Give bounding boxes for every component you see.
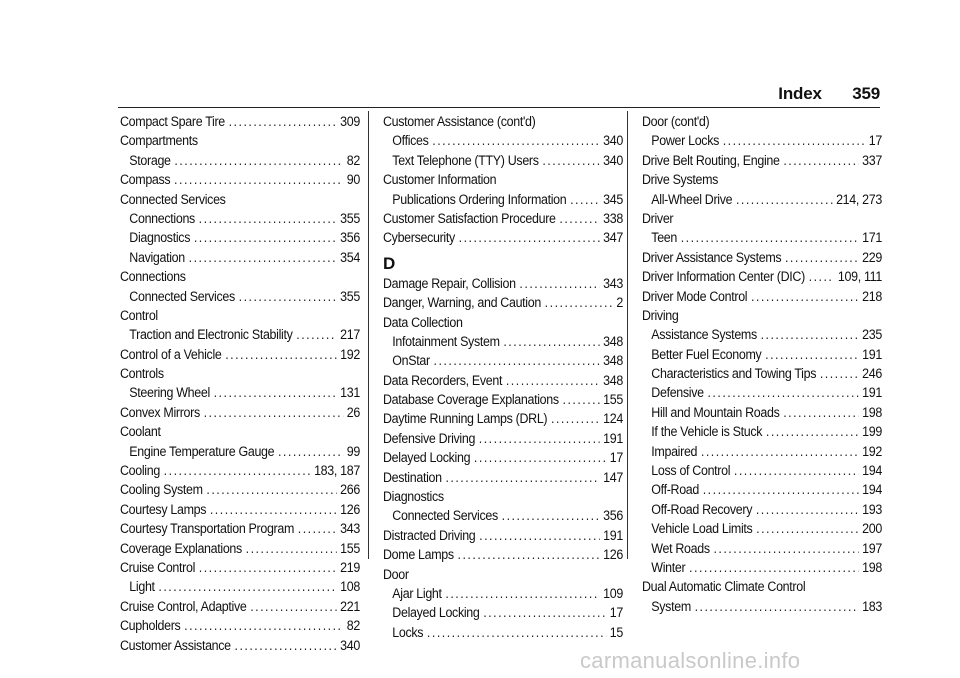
entry-label: Cooling: [120, 463, 160, 479]
entry-label: Storage: [129, 152, 171, 168]
index-subentry: [642, 228, 882, 247]
page-title: Index: [778, 84, 822, 103]
dot-leader: [158, 577, 336, 596]
entry-page-ref: 15: [609, 624, 623, 640]
index-subentry: [642, 539, 882, 558]
entry-label: Dual Automatic Climate Control: [642, 579, 806, 595]
entry-label: Impaired: [651, 443, 698, 459]
dot-leader: [445, 468, 599, 487]
entry-page-ref: 340: [603, 133, 623, 149]
entry-page-ref: 126: [340, 501, 360, 517]
column-divider: [368, 111, 369, 559]
entry-label: Offices: [392, 133, 429, 149]
dot-leader: [542, 151, 599, 170]
index-entry: [120, 480, 360, 499]
index-subentry: [120, 383, 360, 402]
dot-leader: [474, 448, 606, 467]
index-subentry: [383, 151, 623, 170]
entry-label: Light: [129, 579, 155, 595]
dot-leader: [751, 287, 858, 306]
entry-page-ref: 348: [603, 372, 623, 388]
dot-leader: [783, 151, 858, 170]
entry-page-ref: 82: [346, 152, 360, 168]
entry-page-ref: 355: [340, 210, 360, 226]
entry-label: Better Fuel Economy: [651, 346, 762, 362]
dot-leader: [278, 442, 343, 461]
dot-leader: [445, 584, 599, 603]
index-subentry: [383, 584, 623, 603]
dot-leader: [707, 383, 858, 402]
dot-leader: [785, 248, 858, 267]
index-subentry: [383, 131, 623, 150]
index-entry: [383, 390, 623, 409]
entry-page-ref: 183: [862, 598, 882, 614]
index-entry: [383, 209, 623, 228]
index-subentry: [120, 287, 360, 306]
entry-page-ref: 194: [862, 463, 882, 479]
entry-label: Drive Systems: [642, 172, 719, 188]
index-entry: [120, 190, 360, 209]
entry-label: Driving: [642, 307, 679, 323]
entry-page-ref: 354: [340, 249, 360, 265]
entry-label: Defensive: [651, 385, 704, 401]
entry-page-ref: 26: [346, 404, 360, 420]
entry-label: Vehicle Load Limits: [651, 521, 753, 537]
index-entry: [120, 364, 360, 383]
entry-label: Connected Services: [392, 508, 498, 524]
entry-label: Delayed Locking: [392, 605, 480, 621]
dot-leader: [766, 422, 859, 441]
entry-label: Ajar Light: [392, 585, 442, 601]
entry-page-ref: 109, 111: [837, 269, 882, 285]
header-rule: [118, 107, 880, 108]
entry-label: Data Recorders, Event: [383, 372, 503, 388]
entry-label: Infotainment System: [392, 333, 500, 349]
entry-label: Driver: [642, 210, 674, 226]
entry-page-ref: 266: [340, 482, 360, 498]
index-subentry: [383, 603, 623, 622]
entry-label: Diagnostics: [383, 489, 444, 505]
entry-label: System: [651, 598, 691, 614]
dot-leader: [506, 371, 600, 390]
entry-label: Teen: [651, 230, 678, 246]
entry-label: Destination: [383, 469, 442, 485]
entry-label: Engine Temperature Gauge: [129, 443, 275, 459]
entry-label: Customer Satisfaction Procedure: [383, 210, 556, 226]
entry-page-ref: 109: [603, 585, 623, 601]
index-entry: [120, 422, 360, 441]
entry-label: Driver Mode Control: [642, 288, 748, 304]
index-entry: [120, 616, 360, 635]
dot-leader: [689, 558, 858, 577]
index-subentry: [120, 442, 360, 461]
index-entry: [383, 409, 623, 428]
entry-page-ref: 198: [862, 404, 882, 420]
entry-label: Connected Services: [120, 191, 226, 207]
index-entry: [120, 345, 360, 364]
page-header: [778, 84, 880, 104]
dot-leader: [199, 209, 337, 228]
index-entry: [120, 539, 360, 558]
index-entry: [383, 112, 623, 131]
index-entry: [383, 448, 623, 467]
entry-label: Traction and Electronic Stability: [129, 327, 293, 343]
entry-label: Customer Assistance (cont'd): [383, 114, 536, 129]
index-subentry: [642, 461, 882, 480]
index-entry: [383, 468, 623, 487]
dot-leader: [703, 480, 859, 499]
index-entry: [383, 371, 623, 390]
entry-page-ref: 191: [603, 527, 623, 543]
entry-page-ref: 200: [862, 521, 882, 537]
entry-page-ref: 309: [340, 114, 360, 129]
index-entry: [120, 267, 360, 286]
dot-leader: [434, 351, 600, 370]
entry-label: Text Telephone (TTY) Users: [392, 152, 539, 168]
dot-leader: [184, 616, 343, 635]
dot-leader: [483, 603, 606, 622]
index-entry: [120, 558, 360, 577]
dot-leader: [239, 287, 337, 306]
dot-leader: [296, 325, 336, 344]
index-subentry: [120, 248, 360, 267]
entry-label: Door: [383, 566, 409, 582]
entry-page-ref: 218: [862, 288, 882, 304]
dot-leader: [551, 409, 599, 428]
index-entry: [120, 403, 360, 422]
entry-label: Off-Road Recovery: [651, 501, 753, 517]
index-subentry: [642, 403, 882, 422]
dot-leader: [820, 364, 859, 383]
dot-leader: [206, 480, 336, 499]
entry-label: Door (cont'd): [642, 114, 710, 129]
entry-page-ref: 194: [862, 482, 882, 498]
entry-label: Connections: [129, 210, 195, 226]
index-entry: [120, 131, 360, 150]
entry-label: Connected Services: [129, 288, 235, 304]
index-entry: [642, 248, 882, 267]
dot-leader: [809, 267, 835, 286]
entry-page-ref: 343: [340, 521, 360, 537]
index-entry: [120, 597, 360, 616]
index-entry: [642, 112, 882, 131]
entry-page-ref: 221: [340, 598, 360, 614]
entry-label: Damage Repair, Collision: [383, 275, 516, 291]
dot-leader: [559, 209, 599, 228]
entry-page-ref: 355: [340, 288, 360, 304]
index-entry: [642, 577, 882, 596]
dot-leader: [298, 519, 337, 538]
index-subentry: [642, 364, 882, 383]
index-subentry: [642, 442, 882, 461]
section-letter: D: [383, 253, 396, 273]
dot-leader: [204, 403, 343, 422]
entry-page-ref: 108: [340, 579, 360, 595]
index-subentry: [642, 345, 882, 364]
index-subentry: [642, 422, 882, 441]
dot-leader: [246, 539, 337, 558]
index-entry: [120, 306, 360, 325]
index-entry: [383, 545, 623, 564]
dot-leader: [756, 519, 858, 538]
dot-leader: [519, 274, 599, 293]
entry-page-ref: 90: [346, 172, 360, 188]
dot-leader: [189, 248, 337, 267]
entry-label: Convex Mirrors: [120, 404, 200, 420]
index-subentry: [383, 190, 623, 209]
index-subentry: [120, 151, 360, 170]
entry-page-ref: 347: [603, 230, 623, 246]
page-number: 359: [852, 84, 880, 103]
entry-page-ref: 147: [603, 469, 623, 485]
entry-label: Customer Information: [383, 172, 497, 188]
entry-label: Characteristics and Towing Tips: [651, 366, 817, 382]
entry-page-ref: 348: [603, 353, 623, 369]
index-entry: [383, 228, 623, 247]
dot-leader: [432, 131, 599, 150]
index-entry: [120, 636, 360, 655]
dot-leader: [503, 332, 599, 351]
entry-label: Compartments: [120, 133, 198, 149]
dot-leader: [235, 636, 337, 655]
entry-label: Database Coverage Explanations: [383, 392, 559, 408]
entry-page-ref: 199: [862, 424, 882, 440]
entry-label: Courtesy Transportation Program: [120, 521, 295, 537]
index-subentry: [642, 597, 882, 616]
index-subentry: [383, 332, 623, 351]
index-entry: [383, 170, 623, 189]
index-column-3: [642, 112, 882, 616]
dot-leader: [681, 228, 859, 247]
entry-page-ref: 340: [603, 152, 623, 168]
dot-leader: [174, 170, 343, 189]
index-subentry: [383, 623, 623, 642]
entry-page-ref: 217: [340, 327, 360, 343]
entry-page-ref: 155: [340, 540, 360, 556]
entry-label: Winter: [651, 559, 686, 575]
entry-label: Cruise Control: [120, 559, 196, 575]
entry-page-ref: 124: [603, 411, 623, 427]
index-subentry: [120, 577, 360, 596]
entry-page-ref: 191: [603, 430, 623, 446]
index-subentry: [120, 228, 360, 247]
entry-page-ref: 197: [862, 540, 882, 556]
entry-page-ref: 337: [862, 152, 882, 168]
dot-leader: [701, 442, 859, 461]
dot-leader: [723, 131, 865, 150]
entry-page-ref: 171: [862, 230, 882, 246]
dot-leader: [479, 429, 600, 448]
index-entry: [383, 487, 623, 506]
index-entry: [383, 293, 623, 312]
index-entry: [383, 429, 623, 448]
index-subentry: [642, 558, 882, 577]
dot-leader: [164, 461, 311, 480]
entry-page-ref: 17: [868, 133, 882, 149]
index-subentry: [120, 209, 360, 228]
index-subentry: [642, 480, 882, 499]
entry-label: Data Collection: [383, 314, 463, 330]
entry-label: Cruise Control, Adaptive: [120, 598, 247, 614]
entry-label: Customer Assistance: [120, 637, 231, 653]
entry-page-ref: 17: [609, 450, 623, 466]
index-subentry: [642, 383, 882, 402]
dot-leader: [174, 151, 343, 170]
entry-label: All-Wheel Drive: [651, 191, 733, 207]
entry-label: Coverage Explanations: [120, 540, 242, 556]
entry-label: Delayed Locking: [383, 450, 471, 466]
dot-leader: [229, 112, 337, 131]
index-entry: [120, 170, 360, 189]
entry-label: Off-Road: [651, 482, 700, 498]
index-entry: [383, 313, 623, 332]
watermark: carmanualsonline.info: [580, 648, 801, 673]
column-divider: [627, 111, 628, 559]
index-subentry: [383, 351, 623, 370]
entry-page-ref: 345: [603, 191, 623, 207]
index-entry: [642, 287, 882, 306]
entry-page-ref: 356: [603, 508, 623, 524]
dot-leader: [479, 526, 599, 545]
dot-leader: [695, 597, 859, 616]
entry-label: Distracted Driving: [383, 527, 476, 543]
entry-label: Connections: [120, 269, 186, 285]
entry-label: OnStar: [392, 353, 430, 369]
dot-leader: [210, 500, 337, 519]
dot-leader: [250, 597, 336, 616]
dot-leader: [570, 190, 599, 209]
entry-label: Controls: [120, 366, 164, 382]
dot-leader: [459, 228, 600, 247]
entry-label: Navigation: [129, 249, 185, 265]
index-subentry: [383, 506, 623, 525]
entry-page-ref: 183, 187: [314, 463, 360, 479]
index-subentry: [642, 131, 882, 150]
entry-label: Wet Roads: [651, 540, 710, 556]
entry-label: If the Vehicle is Stuck: [651, 424, 763, 440]
index-subentry: [642, 500, 882, 519]
entry-label: Dome Lamps: [383, 547, 454, 563]
index-entry: [120, 519, 360, 538]
index-subentry: [642, 325, 882, 344]
entry-page-ref: 214, 273: [836, 191, 882, 207]
entry-label: Drive Belt Routing, Engine: [642, 152, 780, 168]
entry-label: Coolant: [120, 424, 161, 440]
entry-label: Power Locks: [651, 133, 720, 149]
index-entry: [383, 565, 623, 584]
dot-leader: [734, 461, 859, 480]
dot-leader: [502, 506, 600, 525]
index-entry: [642, 209, 882, 228]
index-column-1: [120, 112, 360, 655]
entry-label: Daytime Running Lamps (DRL): [383, 411, 548, 427]
entry-page-ref: 191: [862, 385, 882, 401]
entry-page-ref: 155: [603, 392, 623, 408]
entry-label: Hill and Mountain Roads: [651, 404, 780, 420]
entry-page-ref: 191: [862, 346, 882, 362]
dot-leader: [194, 228, 337, 247]
index-entry: [642, 306, 882, 325]
entry-label: Danger, Warning, and Caution: [383, 295, 541, 311]
entry-page-ref: 338: [603, 210, 623, 226]
entry-page-ref: 229: [862, 249, 882, 265]
entry-page-ref: 348: [603, 333, 623, 349]
entry-page-ref: 193: [862, 501, 882, 517]
index-column-2: [383, 112, 623, 642]
entry-page-ref: 198: [862, 559, 882, 575]
entry-page-ref: 356: [340, 230, 360, 246]
entry-page-ref: 192: [862, 443, 882, 459]
dot-leader: [736, 190, 832, 209]
entry-label: Steering Wheel: [129, 385, 210, 401]
index-entry: [120, 500, 360, 519]
entry-page-ref: 192: [340, 346, 360, 362]
entry-label: Cupholders: [120, 618, 181, 634]
entry-label: Compass: [120, 172, 171, 188]
index-entry: [120, 461, 360, 480]
entry-page-ref: 219: [340, 559, 360, 575]
entry-page-ref: 126: [603, 547, 623, 563]
dot-leader: [225, 345, 336, 364]
index-subentry: [642, 519, 882, 538]
entry-label: Driver Assistance Systems: [642, 249, 782, 265]
entry-page-ref: 17: [609, 605, 623, 621]
entry-label: Assistance Systems: [651, 327, 757, 343]
entry-page-ref: 246: [862, 366, 882, 382]
dot-leader: [765, 345, 858, 364]
index-subentry: [120, 325, 360, 344]
dot-leader: [756, 500, 859, 519]
index-entry: [642, 267, 882, 286]
entry-page-ref: 343: [603, 275, 623, 291]
entry-page-ref: 2: [616, 295, 623, 311]
entry-label: Loss of Control: [651, 463, 731, 479]
entry-label: Control: [120, 307, 158, 323]
entry-label: Courtesy Lamps: [120, 501, 207, 517]
entry-label: Diagnostics: [129, 230, 191, 246]
entry-label: Driver Information Center (DIC): [642, 269, 805, 285]
index-entry: [383, 274, 623, 293]
entry-page-ref: 340: [340, 637, 360, 653]
entry-label: Locks: [392, 624, 424, 640]
entry-page-ref: 82: [346, 618, 360, 634]
dot-leader: [199, 558, 337, 577]
index-subentry: [642, 190, 882, 209]
index-entry: [120, 112, 360, 131]
dot-leader: [713, 539, 858, 558]
entry-label: Control of a Vehicle: [120, 346, 222, 362]
entry-label: Compact Spare Tire: [120, 114, 225, 129]
dot-leader: [783, 403, 858, 422]
entry-page-ref: 235: [862, 327, 882, 343]
entry-label: Defensive Driving: [383, 430, 476, 446]
entry-page-ref: 99: [346, 443, 360, 459]
dot-leader: [761, 325, 859, 344]
dot-leader: [458, 545, 600, 564]
index-entry: [383, 526, 623, 545]
entry-page-ref: 131: [340, 385, 360, 401]
dot-leader: [562, 390, 599, 409]
entry-label: Cooling System: [120, 482, 203, 498]
dot-leader: [214, 383, 337, 402]
entry-label: Publications Ordering Information: [392, 191, 567, 207]
dot-leader: [545, 293, 613, 312]
index-entry: [642, 151, 882, 170]
dot-leader: [427, 623, 606, 642]
index-entry: [642, 170, 882, 189]
entry-label: Cybersecurity: [383, 230, 455, 246]
